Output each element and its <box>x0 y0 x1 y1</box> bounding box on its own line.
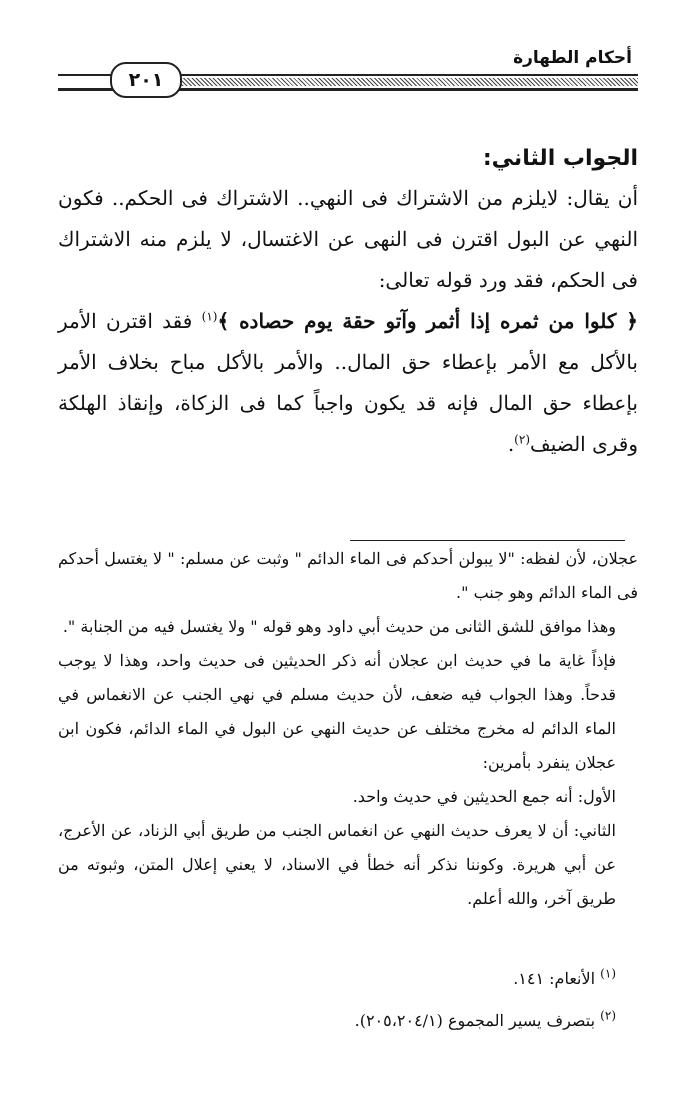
footnote-ref-2: (٢) <box>514 432 530 447</box>
note-2: وهذا موافق للشق الثانى من حديث أبي داود وهو قوله " ولا يغتسل فيه من الجنابة ". <box>62 617 616 636</box>
reference-item <box>58 1000 638 1042</box>
quran-verse: ﴿ كلوا من ثمره إذا أثمر وآتو حقة يوم حصاده ﴾ <box>217 309 638 333</box>
paragraph-2: فقد اقترن الأمر بالأكل مع الأمر بإعطاء حق المال.. والأمر بالأكل مباح بخلاف الأمر بإعطاء حق المال فإنه قد يكون واجباً كما فى الزكاة، وإنقاذ الهلكة وقرى الضيف <box>58 309 638 456</box>
reference-number: (٢) <box>600 1008 616 1023</box>
references <box>58 958 638 1042</box>
note-1: عجلان، لأن لفظه: "لا يبولن أحدكم فى الماء الدائم " وثبت عن مسلم: " لا يغتسل أحدكم فى الماء الدائم وهو جنب ". <box>58 549 638 602</box>
footnote-divider <box>350 540 625 541</box>
section-heading: الجواب الثاني: <box>482 146 638 171</box>
page-header <box>58 44 638 104</box>
reference-item <box>58 958 638 1000</box>
header-rule-pattern <box>178 78 638 86</box>
paragraph-verse <box>58 301 638 465</box>
main-text <box>58 140 638 465</box>
running-title: أحكام الطهارة <box>513 48 632 68</box>
paragraph-1: أن يقال: لايلزم من الاشتراك فى النهي.. الاشتراك فى الحكم.. فكون النهي عن البول اقترن فى النهى عن الاغتسال، لا يلزم منه الاشتراك فى الحكم، فقد ورد قوله تعالى: <box>58 186 638 292</box>
note-3: فإذاً غاية ما في حديث ابن عجلان أنه ذكر الحديثين فى حديث واحد، وهذا لا يوجب قدحاً. وهذا الجواب فيه ضعف، لأن حديث مسلم في نهي الجنب عن الانغماس في الماء الدائم له مخرج مختلف عن حديث النهي عن البول في الماء الدائم، فكون ابن عجلان ينفرد بأمرين: <box>58 651 617 772</box>
reference-text: الأنعام: ١٤١. <box>513 969 596 988</box>
note-5: الثاني: أن لا يعرف حديث النهي عن انغماس الجنب من طريق أبي الزناد، عن الأعرج، عن أبي هريرة. وكوننا نذكر أنه خطأ في الاسناد، لا يعني إعلال المتن، وثبوته من طريق آخر، والله أعلم. <box>58 821 616 908</box>
page-number: ٢٠١ <box>110 62 182 98</box>
note-4: الأول: أنه جمع الحديثين في حديث واحد. <box>352 787 616 806</box>
reference-text: بتصرف يسير المجموع (٢٠٥،٢٠٤/١). <box>354 1011 596 1030</box>
footnote-ref-1: (١) <box>201 309 218 324</box>
paragraph-2-end: . <box>507 432 515 456</box>
footnotes <box>58 542 638 916</box>
reference-number: (١) <box>600 966 616 981</box>
